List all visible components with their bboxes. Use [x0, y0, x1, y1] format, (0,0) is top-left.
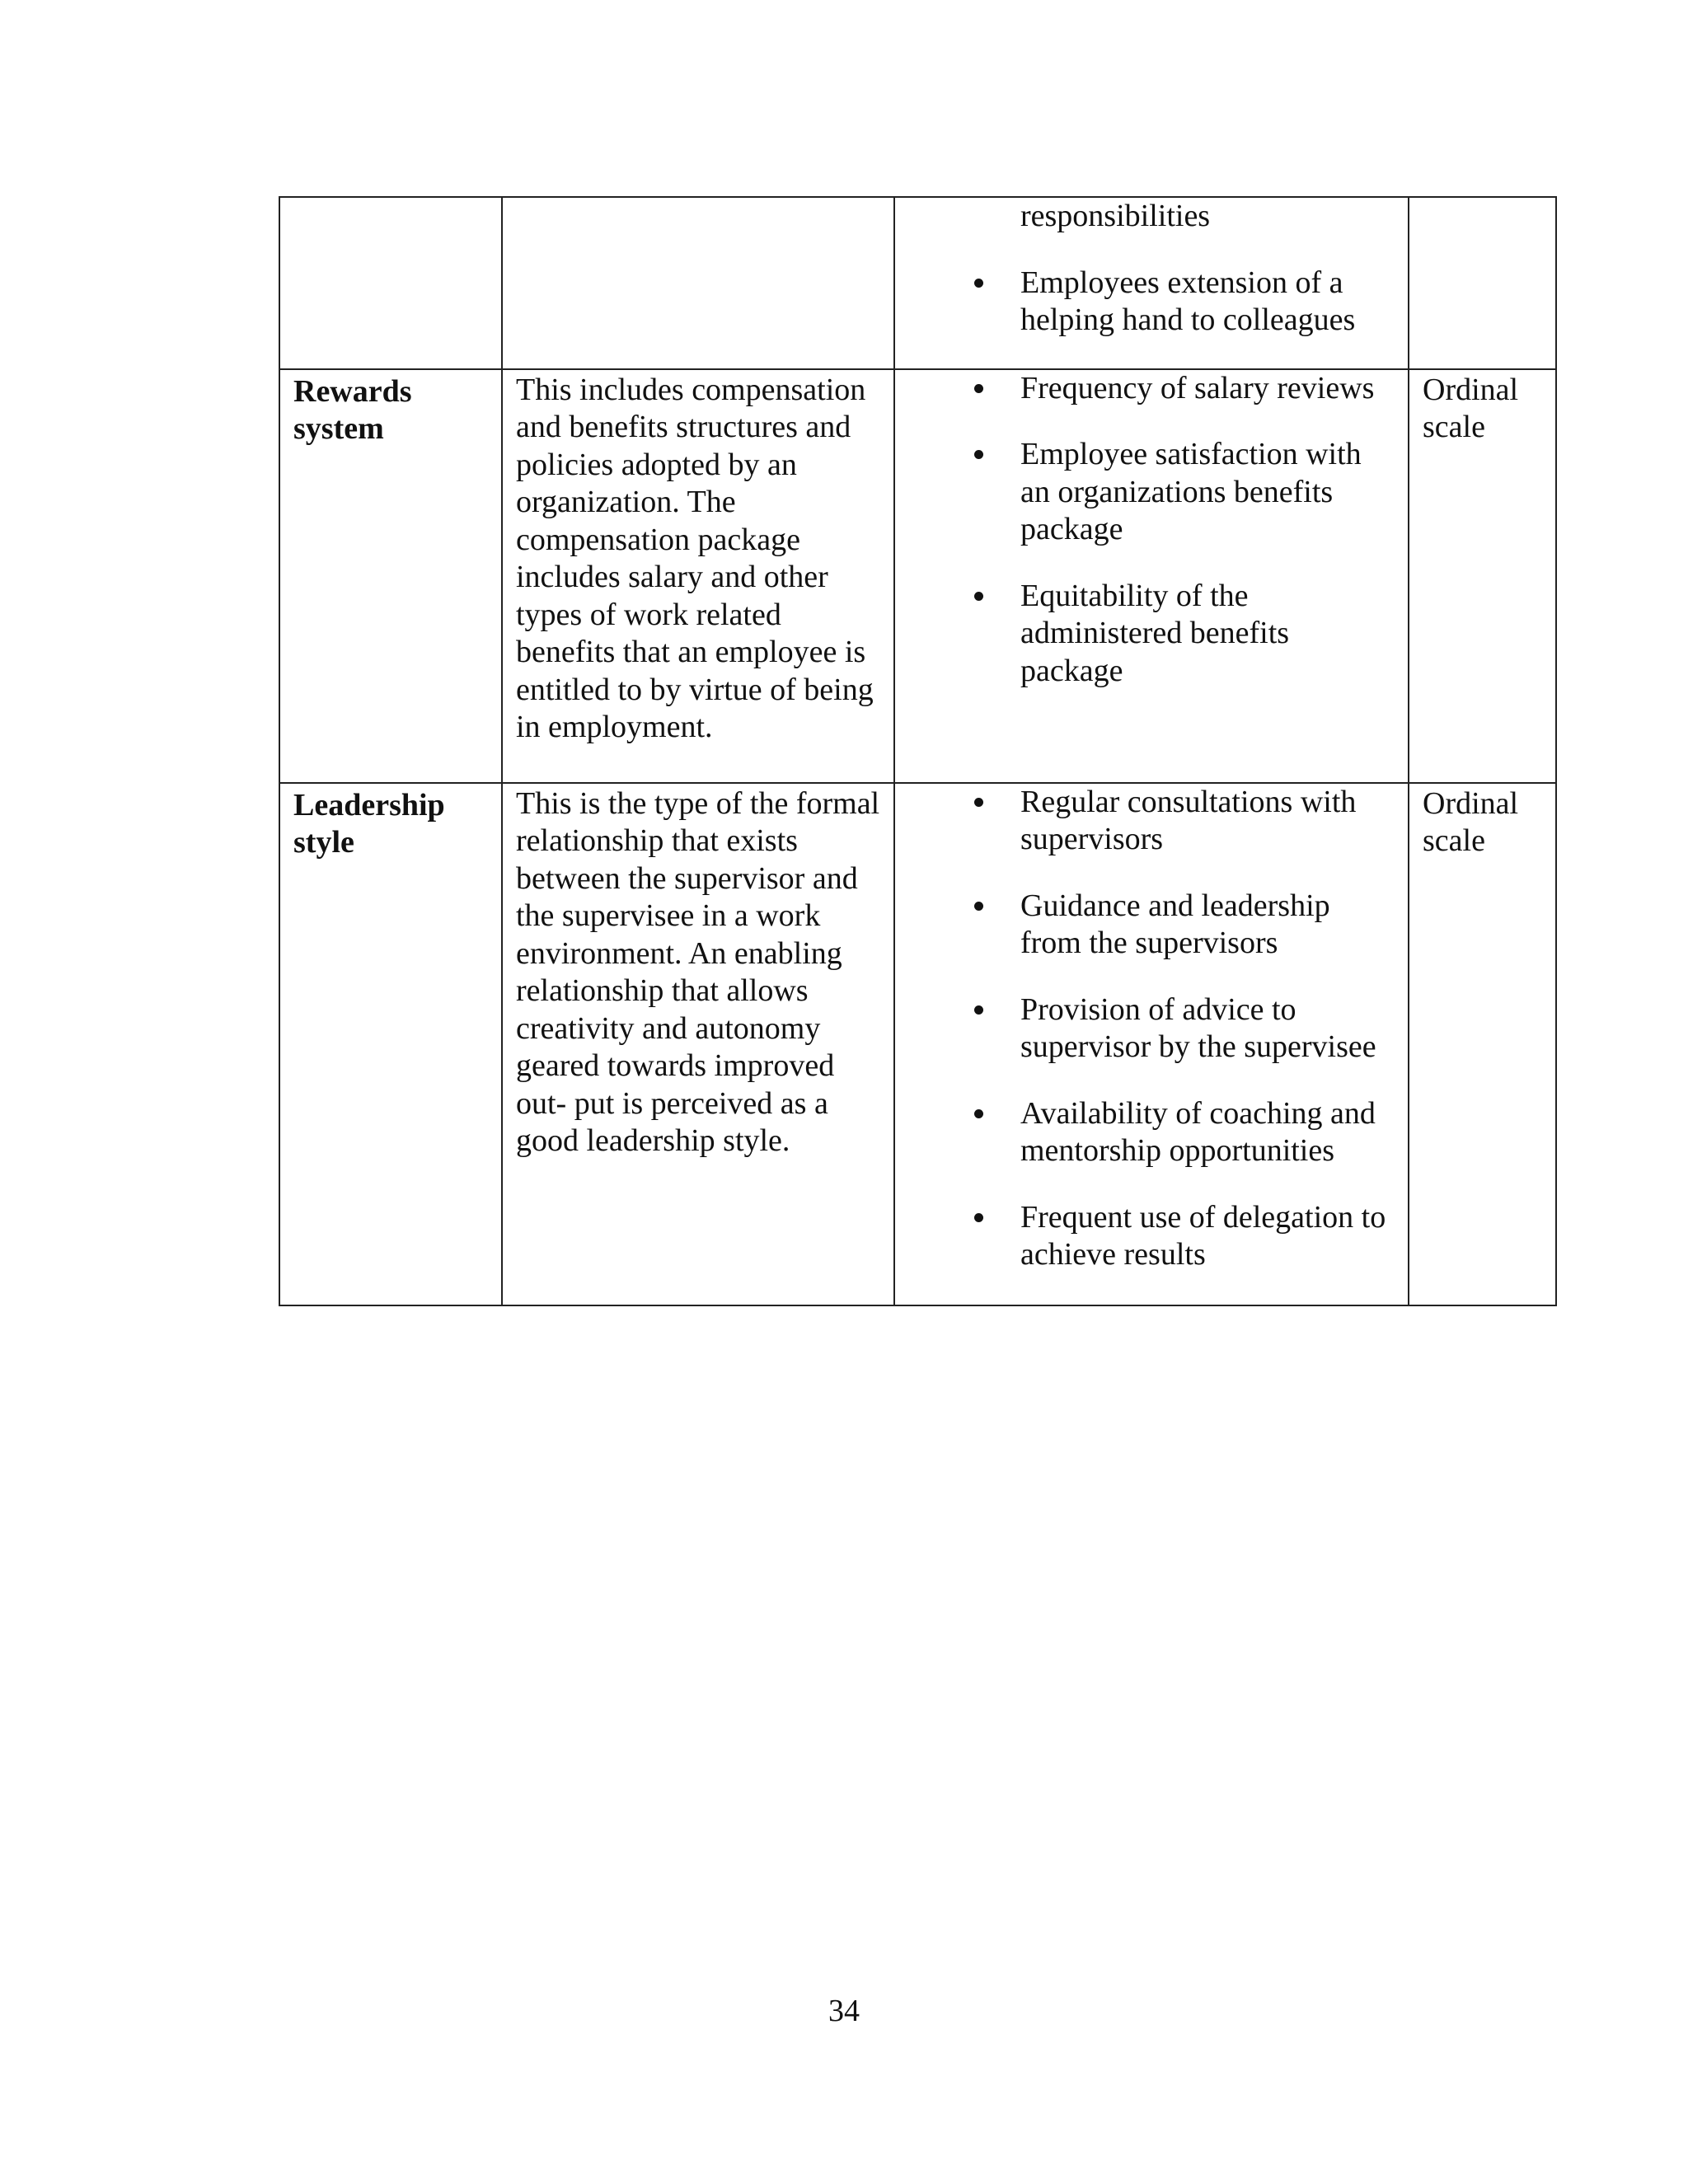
- operationalization-table: [279, 196, 1557, 1306]
- list-item: Guidance and leadership from the supervisors: [908, 888, 1395, 963]
- list-item: Employee satisfaction with an organizations benefits package: [908, 436, 1395, 549]
- page-number: 34: [828, 1994, 860, 2028]
- scale-cell: [1409, 369, 1556, 783]
- table-row: [279, 783, 1556, 1305]
- indicators-cell: [894, 369, 1409, 783]
- continued-indicator-text: responsibilities: [1020, 199, 1211, 233]
- variable-definition: This includes compensation and benefits structures and policies adopted by an organization. The compensation package includes salary and other types of work related benefits that an employee is entitled to by virtue of being in employment.: [516, 372, 874, 744]
- scale-cell: [1409, 783, 1556, 1305]
- indicators-cell: [894, 783, 1409, 1305]
- definition-cell: [502, 197, 894, 369]
- indicators-cell: [894, 197, 1409, 369]
- variable-cell: [279, 783, 502, 1305]
- list-item: Equitability of the administered benefits package: [908, 578, 1395, 691]
- table-row: [279, 369, 1556, 783]
- indicator-list: [908, 370, 1395, 691]
- variable-cell: [279, 197, 502, 369]
- indicator-list: [908, 265, 1395, 340]
- measurement-scale: Ordinal scale: [1423, 372, 1519, 444]
- variable-definition: This is the type of the formal relationship that exists between the supervisor and the supervisee in a work environment. An enabling relationship that allows creativity and autonomy geared towards improved out- put is perceived as a good leadership style.: [516, 785, 880, 1158]
- list-item: Employees extension of a helping hand to colleagues: [908, 265, 1395, 340]
- measurement-scale: Ordinal scale: [1423, 785, 1519, 858]
- scale-cell: [1409, 197, 1556, 369]
- variable-name: Leadership style: [293, 787, 445, 860]
- table-row: [279, 197, 1556, 369]
- list-item: Provision of advice to supervisor by the supervisee: [908, 991, 1395, 1066]
- list-item: Frequent use of delegation to achieve results: [908, 1199, 1395, 1274]
- indicator-list: [908, 784, 1395, 1274]
- variable-name: Rewards system: [293, 373, 412, 446]
- list-item: Frequency of salary reviews: [908, 370, 1395, 408]
- list-item: Regular consultations with supervisors: [908, 784, 1395, 859]
- list-item: Availability of coaching and mentorship opportunities: [908, 1095, 1395, 1170]
- definition-cell: [502, 369, 894, 783]
- variable-cell: [279, 369, 502, 783]
- definition-cell: [502, 783, 894, 1305]
